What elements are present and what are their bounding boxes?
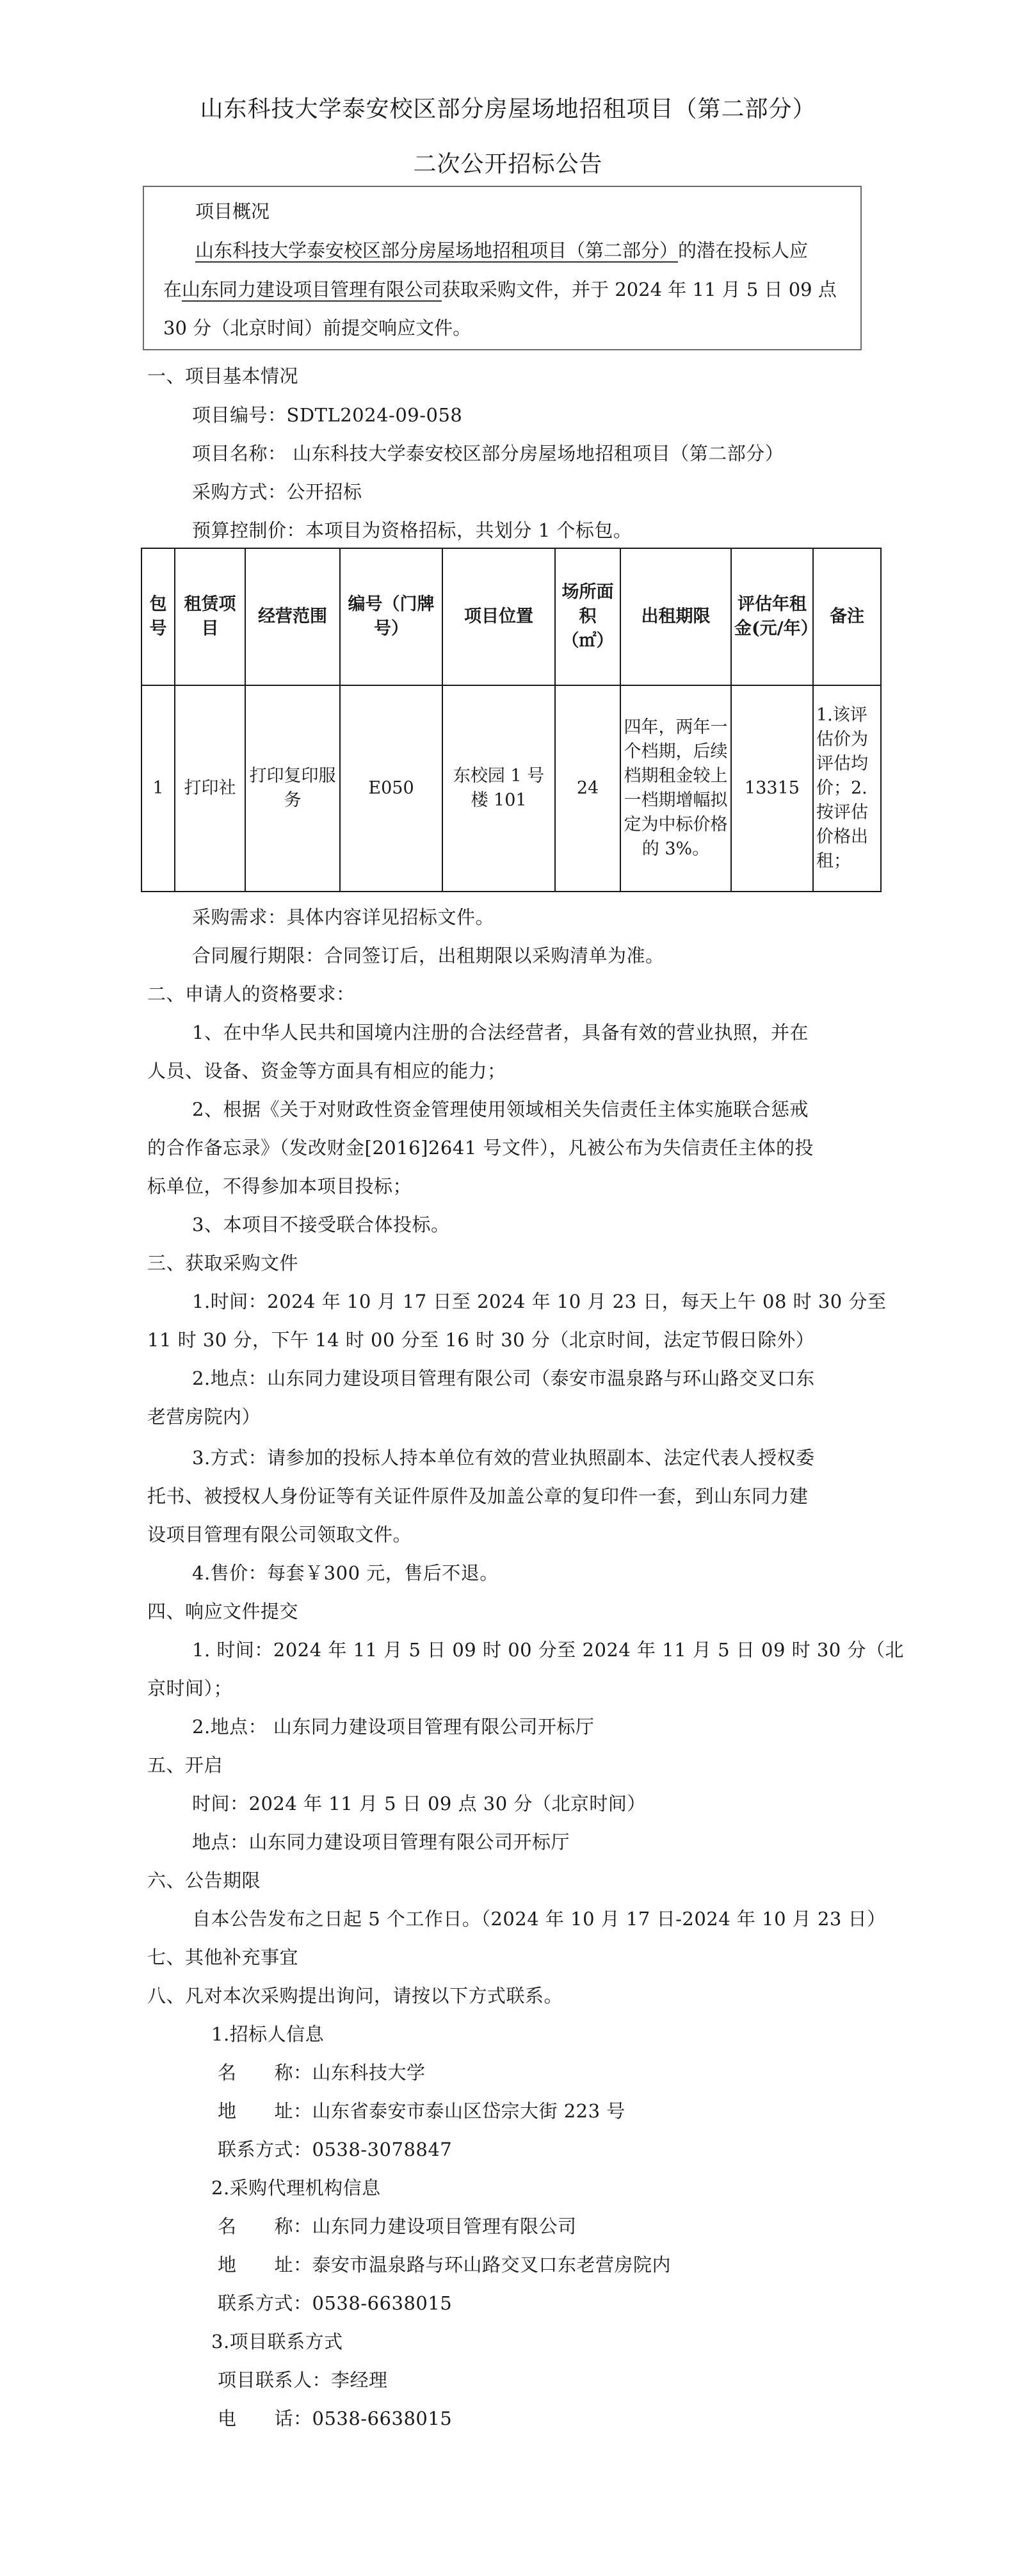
overview-line-2 xyxy=(163,275,837,302)
announcement-period: 自本公告发布之日起 5 个工作日。（2024 年 10 月 17 日-2024 年 10 月 23 日） xyxy=(192,1908,886,1930)
overview-text: 在 xyxy=(163,279,182,300)
agency-phone: 联系方式：0538-6638015 xyxy=(218,2292,453,2314)
requirement-3: 3、本项目不接受联合体投标。 xyxy=(192,1214,450,1235)
cell-number: E050 xyxy=(340,685,442,892)
column-header: 备注 xyxy=(813,548,881,685)
agency-name: 名 称：山东同力建设项目管理有限公司 xyxy=(218,2215,577,2237)
agency-info-title: 2.采购代理机构信息 xyxy=(211,2177,381,2199)
cell-lease-term: 四年，两年一个档期，后续档期租金较上一档期增幅拟定为中标价格的 3%。 xyxy=(620,685,731,892)
column-header: 项目位置 xyxy=(442,548,555,685)
column-header: 编号（门牌号） xyxy=(340,548,442,685)
cell-location: 东校园 1 号楼 101 xyxy=(442,685,555,892)
column-header: 租赁项目 xyxy=(175,548,245,685)
requirement-2-cont: 标单位，不得参加本项目投标； xyxy=(147,1175,412,1197)
table-row xyxy=(141,685,881,892)
column-header: 包号 xyxy=(141,548,175,685)
tenderer-info-title: 1.招标人信息 xyxy=(211,2023,325,2045)
section-7-heading: 七、其他补充事宜 xyxy=(147,1946,299,1968)
column-header: 场所面积（㎡） xyxy=(555,548,620,685)
opening-time: 时间：2024 年 11 月 5 日 09 点 30 分（北京时间） xyxy=(192,1793,646,1814)
budget-control-price: 预算控制价：本项目为资格招标，共划分 1 个标包。 xyxy=(192,519,633,541)
overview-heading: 项目概况 xyxy=(195,200,270,222)
obtain-method: 3.方式：请参加的投标人持本单位有效的营业执照副本、法定代表人授权委 xyxy=(192,1447,815,1469)
section-1-heading: 一、项目基本情况 xyxy=(147,365,299,387)
cell-business-scope: 打印复印服务 xyxy=(245,685,340,892)
cell-lease-item: 打印社 xyxy=(175,685,245,892)
opening-place: 地点：山东同力建设项目管理有限公司开标厅 xyxy=(192,1831,570,1853)
section-8-heading: 八、凡对本次采购提出询问，请按以下方式联系。 xyxy=(147,1985,563,2007)
project-overview-box xyxy=(143,186,862,350)
obtain-place: 2.地点：山东同力建设项目管理有限公司（泰安市温泉路与环山路交叉口东 xyxy=(192,1367,815,1389)
tenderer-phone: 联系方式：0538-3078847 xyxy=(218,2139,453,2160)
submission-time: 1. 时间：2024 年 11 月 5 日 09 时 00 分至 2024 年 11 月 5 日 09 时 30 分（北 xyxy=(192,1639,904,1661)
document-subtitle: 二次公开招标公告 xyxy=(413,151,603,177)
procurement-method: 采购方式：公开招标 xyxy=(192,481,362,503)
requirement-2-cont: 的合作备忘录》（发改财金[2016]2641 号文件），凡被公布为失信责任主体的投 xyxy=(147,1137,814,1159)
requirement-1-cont: 人员、设备、资金等方面具有相应的能力； xyxy=(147,1060,506,1082)
overview-line-1 xyxy=(195,236,808,263)
obtain-time: 1.时间：2024 年 10 月 17 日至 2024 年 10 月 23 日，每天上午 08 时 30 分至 xyxy=(192,1291,887,1312)
project-contact-phone: 电 话：0538-6638015 xyxy=(218,2408,453,2429)
obtain-place-cont: 老营房院内） xyxy=(147,1406,261,1428)
cell-remarks: 1.该评估价为评估均价；2.按评估价格出租； xyxy=(813,685,881,892)
section-3-heading: 三、获取采购文件 xyxy=(147,1252,299,1274)
overview-text: 的潜在投标人应 xyxy=(678,240,809,261)
project-contact-person: 项目联系人：李经理 xyxy=(218,2369,388,2391)
lease-items-table xyxy=(141,548,882,892)
project-contact-title: 3.项目联系方式 xyxy=(211,2331,343,2352)
document-title: 山东科技大学泰安校区部分房屋场地招租项目（第二部分） xyxy=(200,96,816,122)
submission-time-cont: 京时间）； xyxy=(147,1677,233,1699)
requirement-1: 1、在中华人民共和国境内注册的合法经营者，具备有效的营业执照，并在 xyxy=(192,1022,809,1043)
overview-agency-name: 山东同力建设项目管理有限公司 xyxy=(182,279,442,300)
procurement-needs: 采购需求：具体内容详见招标文件。 xyxy=(192,906,495,928)
section-6-heading: 六、公告期限 xyxy=(147,1870,261,1891)
column-header: 经营范围 xyxy=(245,548,340,685)
overview-line-3: 30 分（北京时间）前提交响应文件。 xyxy=(163,317,472,339)
contract-period: 合同履行期限：合同签订后，出租期限以采购清单为准。 xyxy=(192,945,665,966)
cell-area: 24 xyxy=(555,685,620,892)
column-header: 出租期限 xyxy=(620,548,731,685)
column-header: 评估年租金(元/年） xyxy=(731,548,813,685)
tenderer-address: 地 址：山东省泰安市泰山区岱宗大街 223 号 xyxy=(218,2100,625,2122)
section-2-heading: 二、申请人的资格要求： xyxy=(147,983,355,1005)
section-5-heading: 五、开启 xyxy=(147,1754,223,1776)
obtain-method-cont: 设项目管理有限公司领取文件。 xyxy=(147,1524,412,1545)
cell-package-no: 1 xyxy=(141,685,175,892)
cell-annual-rent: 13315 xyxy=(731,685,813,892)
obtain-time-cont: 11 时 30 分，下午 14 时 00 分至 16 时 30 分（北京时间，法定节假日除外） xyxy=(147,1329,815,1351)
requirement-2: 2、根据《关于对财政性资金管理使用领域相关失信责任主体实施联合惩戒 xyxy=(192,1098,809,1120)
overview-project-name: 山东科技大学泰安校区部分房屋场地招租项目（第二部分） xyxy=(195,240,679,261)
table-header-row xyxy=(141,548,881,685)
project-code: 项目编号：SDTL2024-09-058 xyxy=(192,404,463,426)
document-price: 4.售价：每套￥300 元，售后不退。 xyxy=(192,1562,499,1584)
obtain-method-cont: 托书、被授权人身份证等有关证件原件及加盖公章的复印件一套，到山东同力建 xyxy=(147,1485,809,1507)
submission-place: 2.地点： 山东同力建设项目管理有限公司开标厅 xyxy=(192,1716,595,1738)
overview-text: 获取采购文件，并于 2024 年 11 月 5 日 09 点 xyxy=(442,279,837,300)
section-4-heading: 四、响应文件提交 xyxy=(147,1601,299,1622)
agency-address: 地 址：泰安市温泉路与环山路交叉口东老营房院内 xyxy=(218,2254,672,2276)
project-name: 项目名称： 山东科技大学泰安校区部分房屋场地招租项目（第二部分） xyxy=(192,443,784,464)
tenderer-name: 名 称：山东科技大学 xyxy=(218,2062,426,2083)
